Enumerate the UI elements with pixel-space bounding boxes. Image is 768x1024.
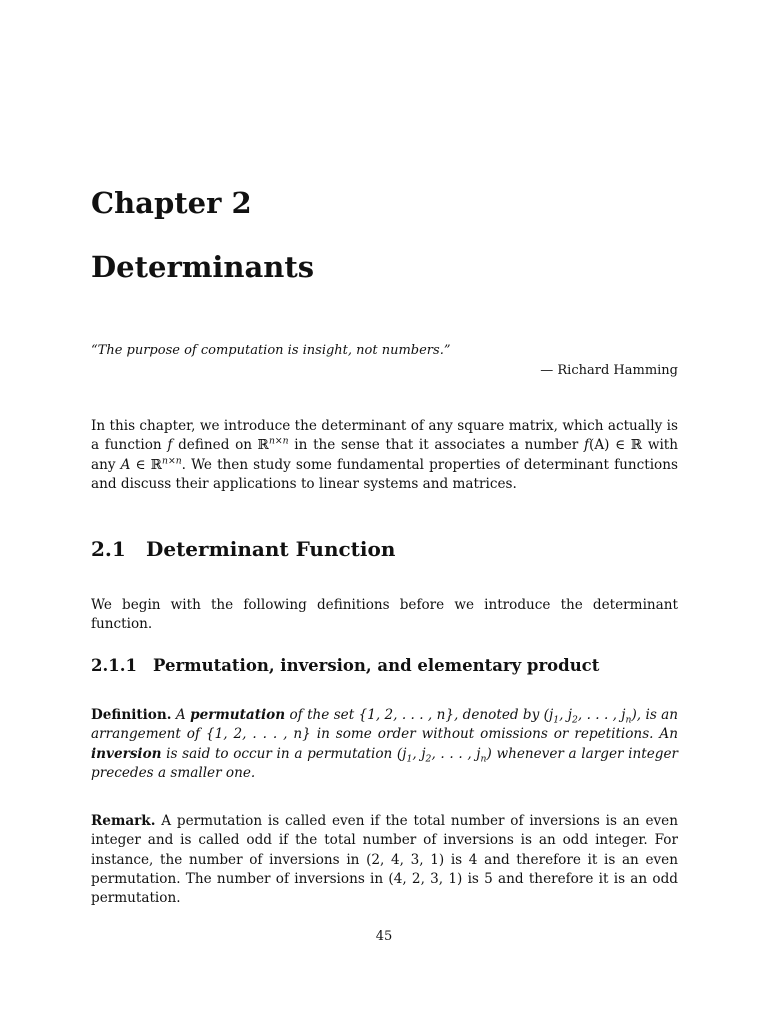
remark-paragraph	[91, 812, 678, 908]
definition-paragraph	[91, 706, 678, 783]
intro-superscript-1: n×n	[268, 435, 289, 447]
remark-label: Remark.	[91, 813, 156, 829]
subsection-heading	[91, 656, 678, 675]
definition-subscript-4: 1	[406, 753, 413, 765]
intro-text-2: defined on ℝ	[172, 437, 269, 454]
intro-superscript-2: n×n	[162, 455, 182, 467]
intro-paragraph	[91, 417, 678, 494]
epigraph-quote: “The purpose of computation is insight, not numbers.”	[91, 343, 451, 358]
remark-text: A permutation is called even if the total number of inversions is an even integer and is called odd if the total number of inversions is an odd integer. For instance, the number of inversions in (2, 4, 3, 1) is 4 and therefore it is an even permutation. The number of inversions in (4, 2, 3, 1) is 5 and therefore it is an odd permutation.	[91, 813, 678, 907]
definition-text-4: , . . . , j	[577, 707, 626, 723]
intro-text-4: (A) ∈ ℝ with any	[91, 437, 679, 473]
epigraph	[91, 341, 678, 381]
definition-subscript-6: n	[480, 753, 487, 765]
intro-math-f: f	[167, 437, 173, 454]
intro-text-1: In this chapter, we introduce the determinant of any square matrix, which actually is a function	[91, 418, 678, 454]
section-heading	[91, 537, 678, 561]
definition-text-9: ) whenever a larger integer precedes a smaller one.	[91, 745, 679, 781]
intro-math-fA: f	[583, 437, 590, 454]
definition-text-6: is said to occur in a permutation (j	[161, 745, 407, 762]
definition-text-5: ), is an arrangement of {1, 2, . . . , n} in some order without omissions or repetitions. An	[91, 707, 679, 743]
intro-text-5: ∈ ℝ	[130, 456, 163, 473]
subsection-number: 2.1.1	[91, 656, 137, 675]
definition-text-3: , j	[559, 707, 572, 723]
definition-subscript-3: n	[625, 714, 632, 726]
page-number: 45	[375, 929, 393, 944]
intro-text-3: in the sense that it associates a number	[288, 437, 584, 454]
definition-subscript-2: 2	[572, 714, 578, 726]
chapter-title: Determinants	[91, 250, 315, 284]
definition-text-1: A	[175, 707, 191, 723]
section-number: 2.1	[91, 537, 126, 561]
definition-term-permutation: permutation	[190, 707, 286, 723]
definition-subscript-1: 1	[553, 714, 560, 726]
intro-text-6: . We then study some fundamental properties of determinant functions and discuss their applications to linear systems and matrices.	[91, 456, 678, 492]
section-title: Determinant Function	[146, 537, 396, 561]
epigraph-attribution: — Richard Hamming	[540, 363, 678, 378]
section-intro: We begin with the following definitions before we introduce the determinant function.	[91, 597, 678, 633]
definition-subscript-5: 2	[425, 753, 432, 765]
intro-math-A: A	[120, 456, 131, 473]
definition-text-7: , j	[412, 745, 426, 762]
subsection-title: Permutation, inversion, and elementary product	[153, 656, 600, 675]
definition-text-8: , . . . , j	[431, 745, 481, 762]
definition-label: Definition.	[91, 707, 172, 723]
definition-text-2: of the set {1, 2, . . . , n}, denoted by (j	[285, 707, 554, 723]
definition-term-inversion: inversion	[91, 745, 162, 762]
chapter-label: Chapter 2	[91, 186, 252, 220]
